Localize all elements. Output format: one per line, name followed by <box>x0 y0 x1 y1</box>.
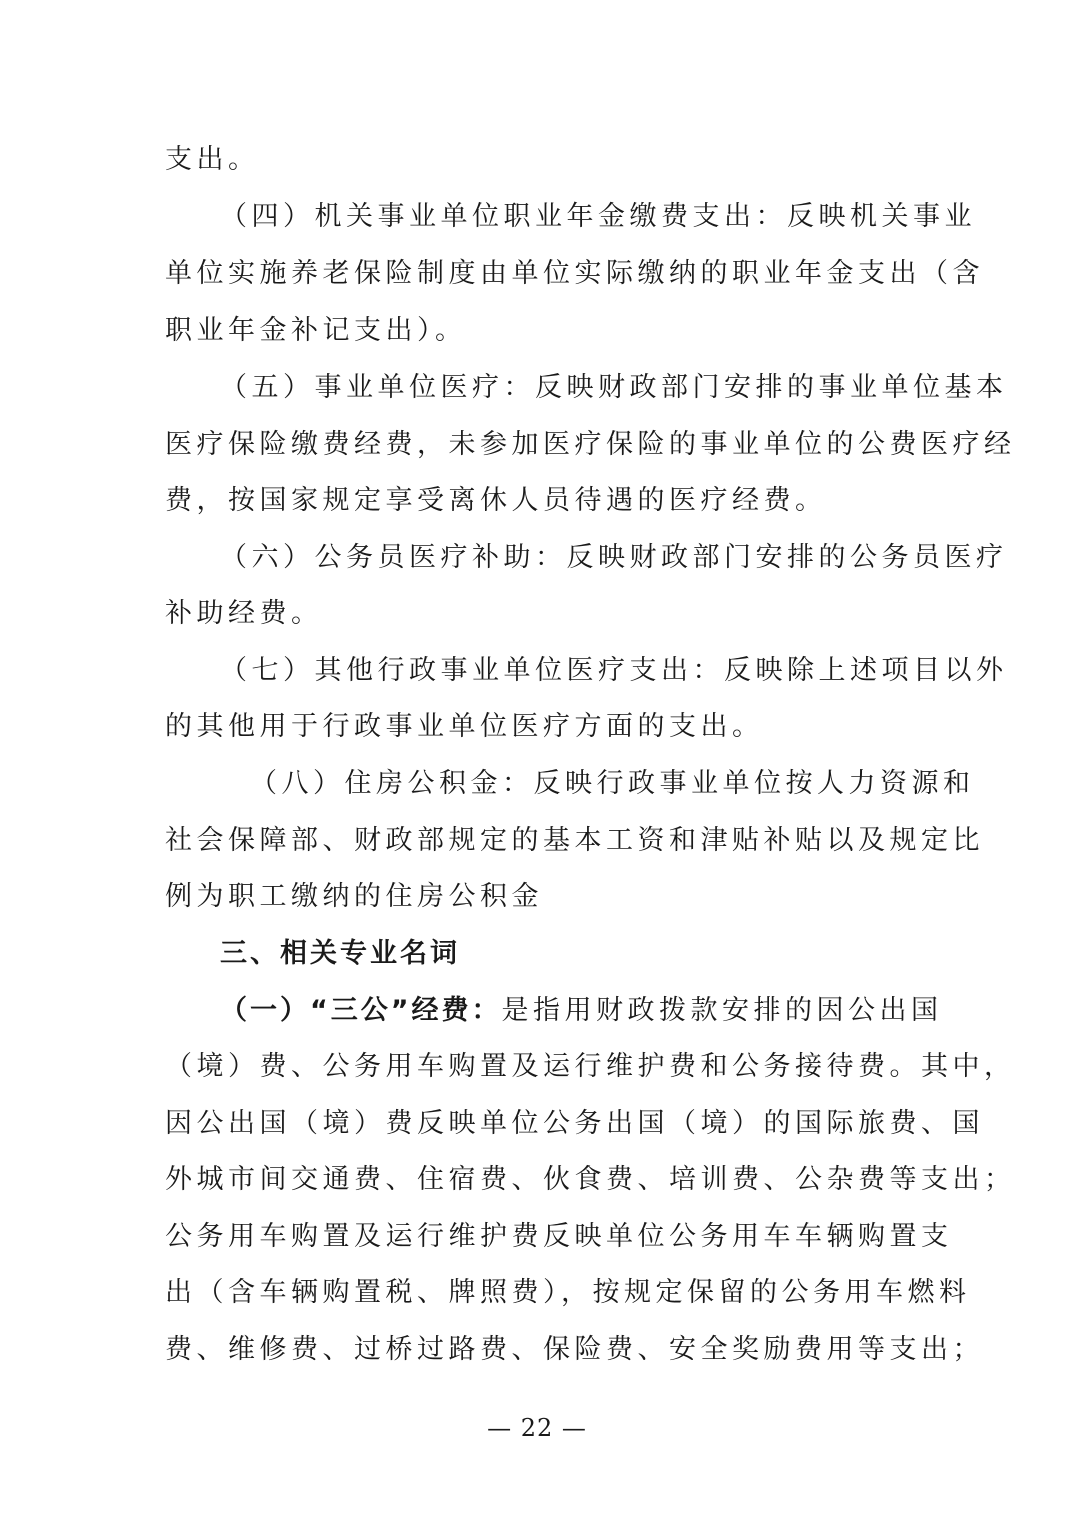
paragraph-line: （六）公务员医疗补助：反映财政部门安排的公务员医疗 <box>220 542 1008 573</box>
paragraph-line: （四）机关事业单位职业年金缴费支出：反映机关事业 <box>220 201 976 232</box>
paragraph-line: （境）费、公务用车购置及运行维护费和公务接待费。其中， <box>165 1051 1016 1082</box>
section-heading: 三、相关专业名词 <box>220 938 460 969</box>
paragraph-line: 费，按国家规定享受离休人员待遇的医疗经费。 <box>165 485 827 516</box>
paragraph-line: 公务用车购置及运行维护费反映单位公务用车车辆购置支 <box>165 1221 953 1252</box>
paragraph-line: 因公出国（境）费反映单位公务出国（境）的国际旅费、国 <box>165 1108 984 1139</box>
paragraph-line: 的其他用于行政事业单位医疗方面的支出。 <box>165 711 764 742</box>
term-label: （一）“三公”经费： <box>220 995 502 1026</box>
paragraph-line: 职业年金补记支出）。 <box>165 315 467 346</box>
paragraph-line: 例为职工缴纳的住房公积金 <box>165 881 543 912</box>
paragraph-line: （七）其他行政事业单位医疗支出：反映除上述项目以外 <box>220 655 1008 686</box>
paragraph-line: 费、维修费、过桥过路费、保险费、安全奖励费用等支出； <box>165 1334 984 1365</box>
paragraph-line: 出（含车辆购置税、牌照费），按规定保留的公务用车燃料 <box>165 1277 971 1308</box>
paragraph-line: 社会保障部、财政部规定的基本工资和津贴补贴以及规定比 <box>165 825 984 856</box>
paragraph-line: （八）住房公积金：反映行政事业单位按人力资源和 <box>250 768 975 799</box>
term-definition: 是指用财政拨款安排的因公出国 <box>501 995 943 1026</box>
paragraph-line: 补助经费。 <box>165 598 323 629</box>
paragraph-line: 外城市间交通费、住宿费、伙食费、培训费、公杂费等支出； <box>165 1164 1016 1195</box>
paragraph-line: （五）事业单位医疗：反映财政部门安排的事业单位基本 <box>220 372 1008 403</box>
paragraph-line: 支出。 <box>165 144 260 175</box>
paragraph-line <box>220 991 943 1031</box>
page-number: — 22 — <box>487 1414 587 1442</box>
paragraph-line: 医疗保险缴费经费，未参加医疗保险的事业单位的公费医疗经 <box>165 429 1016 460</box>
paragraph-line: 单位实施养老保险制度由单位实际缴纳的职业年金支出（含 <box>165 258 984 289</box>
